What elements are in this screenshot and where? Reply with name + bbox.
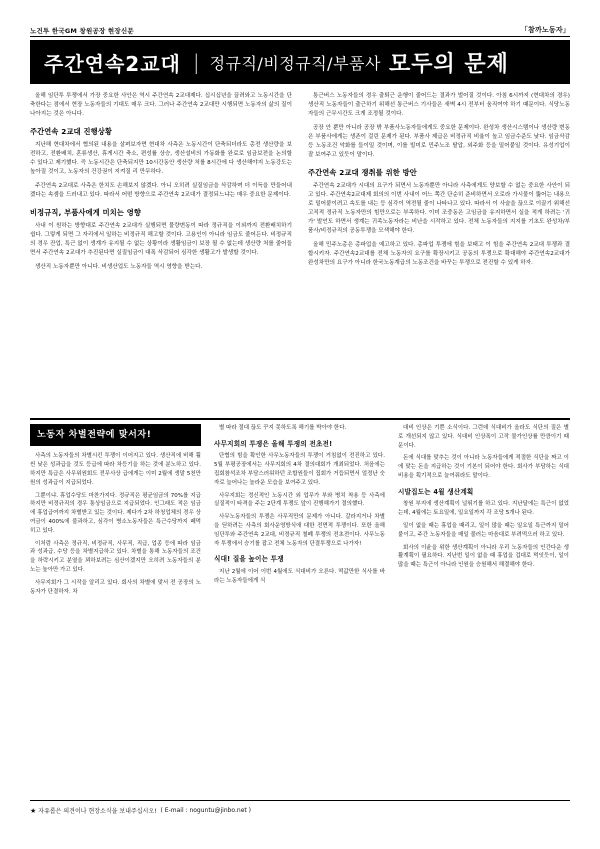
- body-paragraph: 사측의 노동자들의 차별시킨 투쟁이 이어지고 있다. 생산직에 비해 훨씬 낮은 성과급을 것도 등급에 따라 차등기을 하는 것에 분노하고 있다. 하지만 특급은 사무위원회도 전무사상 급에게는 이미 2월에 생말 5천만원의 성과급이 지급되었다.: [30, 453, 201, 486]
- publication-title: 「참까노동자」: [520, 26, 570, 34]
- main-article: [30, 92, 570, 412]
- masthead-separator: |: [192, 50, 200, 74]
- masthead-title: 주간연속2교대: [44, 51, 181, 76]
- body-paragraph: 단협의 힘을 확인한 사무노동자들의 투쟁이 거침없이 전진하고 있다. 5월 부평공장에서는 사무지회의 4차 결의대회가 개최되었다. 처음에는 집회참석조차 부담스러워하던 조합원들이 집회가 거듭되면서 얼정난 숫자로 늘어나는 놀라운 모습을 보여주고 있다.: [214, 453, 385, 486]
- body-paragraph: 회사의 이윤을 위한 생산계획이 아니라 우리 노동자들의 인간다운 생활계획이 필요하다. 지난번 일이 없을 때 휴업을 겁대로 먹잇듯이, 일이 많을 때는 특근이 아니라 인원을 승원해서 해결해야 한다.: [398, 544, 569, 569]
- footer-text: 자유롭은 의견이나 현장소식을 보내주십시오!: [38, 808, 157, 815]
- footer: [30, 806, 570, 815]
- body-paragraph: 일이 없을 때는 휴업을 때리고, 일이 많을 때는 일요일 특근까지 밀어붙이고, 주간 노동자들을 매일 불러는 마음대로 부려먹으러 하고 있다.: [398, 522, 569, 538]
- lower-column-2: [214, 424, 385, 792]
- section-heading: 주간연속 2교대 진행상황: [30, 127, 113, 137]
- body-paragraph: 사무노동자들의 투쟁은 사무직만의 문제가 아니다. 갈라지거나 차별을 딛하려는 사측의 회사운영방식에 대한 전면적 투쟁이다. 또한 올해 임단투와 주간연속 2교대, 비정규직 철폐 투쟁의 전초전이다. 사무노동자 투쟁에서 승기를 잡고 전체 노동자의 단결투쟁으로 나가자!: [214, 514, 385, 547]
- body-paragraph: 공장 안 뿐만 아니라 공장 밖 부품사노동자들에게도 중요한 문제이다. 완성차 생산시스템이나 생산량 변동은 부품사에게는 생존이 걸린 문제가 된다. 부품사 제급은 비정규직 비율이 높고 임금수준도 낮다. 임금삭감 등 노동조건 악화를 들이밀 것이며, 이를 빌미로 민주노조 탈압, 외주화 등을 밀어붙일 것이다. 유성기업이 잘 보여주고 있듯이 말이다.: [308, 125, 570, 159]
- star-icon: ★: [30, 806, 37, 815]
- section-heading: 주간연속 2교대 쟁취를 위한 방안: [308, 168, 417, 178]
- body-paragraph: 주간연속 2교대로 사측은 한치도 손해보지 않겠다. 아니 오히려 실질임금을 삭감하며 더 이득을 만들어내겠다는 속셈을 드러내고 있다. 따라서 어떤 방향으로 주간연속 2교대가 결정되느냐는 매우 중요한 문제이다.: [30, 182, 292, 199]
- lower-column-3: [398, 424, 569, 792]
- masthead-subtitle: 정규직/비정규직/부품사: [209, 53, 381, 73]
- lower-column-1: [30, 424, 201, 792]
- body-paragraph: 생산직 노동자뿐만 아니다. 비생산업도 노동자들 역시 영향을 받는다.: [35, 263, 203, 270]
- body-paragraph: 지난 2월에 이어 이번 4월에도 식대비가 오른다. 떡값만한 식사를 바라는 노동자들에게 식: [214, 568, 385, 584]
- body-paragraph: 이처럼 사측은 정규직, 비정규직, 사무직, 직급, 업종 등에 따라 임금과 성과급, 수당 등을 차별지급하고 있다. 차별을 통해 노동자들의 조건을 하락시키고 분열을 꾀하보려는 심산이겠지만 오히려 노동자들의 분노는 높아만 가고 있다.: [30, 540, 201, 573]
- footer-divider: [30, 800, 570, 801]
- body-paragraph: 창원 부지에 생산계획이 널뛰기를 하고 있다. 지난달에는 특근이 없었는데, 4월에는 토요일에, 일요일까지 각 조당 5개나 된다.: [398, 501, 569, 517]
- body-paragraph: 주간연속 2교대가 시대의 요구가 되면서 노동자뿐만 아니라 사측에게도 양보할 수 없는 중요한 사안이 되고 있다. 주간연속2교대제 회의의 이번 사내이 어느 쪽간 단순히 준비하면서 오로라 가시물이 뚫어는 내용으로 밀어붙이려고 속도를 내는 등 심각이 역전될 줄이 나타나고 있다. 따라서 이 사슬을 끊으로 이끌기 위해선 고직적 정규직 노동자만의 힘만으로는 부족하다. 이미 조중동은 고임금을 유지하면서 실을 적게 하려는 '귀가' 발언도 하면서 생계는 귀족노동자라는 비난을 시작하고 있다. 전체 노동자들의 지지를 기초도 완성차/부품사/비정규직의 공동투쟁을 모색해야 한다.: [308, 182, 570, 235]
- section-heading: 사무지회의 투쟁은 올해 투쟁의 전초전!: [214, 439, 333, 448]
- body-paragraph: 사무지회가 그 시작을 알리고 있다. 회사의 차별에 맞서 전 공장의 노동자가 단결하자. 차: [30, 579, 201, 595]
- section-heading: 식대! 질을 높이는 투쟁: [214, 555, 284, 564]
- article-banner-headline: 노동자 차별전략에 맞서자!: [30, 424, 201, 446]
- body-paragraph: 지난해 현대차에서 협의된 내용을 살펴보자면 현대차 사측은 노동시간이 단축되더라도 총전 생산량을 보전하고, 전환배치, 혼류생산, 휴게시간 축소, 편성률 상승, 생산설비의 가동화를 완료로 임금보전을 논의할 수 있다고 제기했다. 즉 노동시간은 단축되지만 10시간동안 생산량 처를 8시간에 다 생산해야지 노동강도는 높아질 것이고, 노동자의 건강권이 지켜질 리 만무하다.: [30, 141, 292, 175]
- body-paragraph: 대비 인상은 기쁜 소식이다. 그런데 식대비가 올라도 식단의 질은 별로 개선되지 않고 있다. 식대비 인상폭이 고작 물가인상률 만큼이기 때문이다.: [398, 425, 569, 449]
- body-paragraph: 올해 민주노총은 총파업을 예고하고 있다. 총파업 투쟁에 힘을 보태고 이 힘을 주간연속 2교대 투쟁과 결합시키자. 주간연속2교대를 전체 노동자의 요구를 확장시키고 공동의 투쟁으로 확대해야 주간연속2교대가 완성차만의 요구가 아니라 한국노동계급의 노동조건을 바꾸는 투쟁으로 전진할 수 있게 하자.: [308, 242, 570, 267]
- body-paragraph: 그뿐이냐. 휴업수당도 마찬가지다. 정규직은 평균임금의 70%를 지급하지만 비정규직의 경우 통상임금으로 지급되었다. 인그래도 적은 임금에 휴업급여까지 차별받고 있는 것이다. 제다가 2차 하청업체의 경우 상여금이 400%에 불과하고, 심각이 병소노동자들은 특근수당까지 떼먹히고 있다.: [30, 492, 201, 534]
- lead-paragraph: 올해 임단투 투쟁에서 가장 중요한 사안은 역시 주간연속 2교대제다. 십시십년을 끌려와고 노동시간을 단축한다는 점에서 현장 노동자들의 기대도 매우 크다. 그러나 주간연속 2교대만 시행되면 노동자의 삶의 질이 나아지는 것은 아니다.: [30, 93, 292, 118]
- body-paragraph: 사무지회는 정신적인 노동시간 외 업무가 부와 병치 착용 등 사측에 실질적이 타격을 주는 2단계 투쟁도 앞이 진행해가기 결의했다.: [214, 492, 385, 508]
- masthead-banner: [30, 40, 570, 84]
- body-paragraph: 사내 이 원하는 방향대로 주간연속 2교대가 실행되면 물량변동이 따라 정규직을 이외까지 전환배치하기 쉽다. 그렇게 되면 그 자리에서 일하는 비정규직 해고할 것이다. 고용인이 아니라 임금도 줄어든다. 비정규직의 경우 잔업, 특근 없이 생계가 유지될 수 없는 상황이라 생활임금이 보장 될 수 없는데 생산량 처를 줄어들면서 주간연속 2교대가 추진된다면 실질임금이 대폭 삭감되어 심각한 생활고가 발생할 것이다.: [30, 222, 292, 256]
- section-heading: 비정규직, 부품사에게 미치는 영향: [30, 208, 142, 218]
- secondary-articles: [30, 424, 570, 792]
- body-paragraph: 별 따라 절대 끊도 꾸지 못하도록 해기를 박아야 한다.: [219, 425, 347, 431]
- footer-email[interactable]: ( E-mail : noguntu@jinbo.net ): [160, 807, 251, 814]
- main-right-column: [308, 92, 570, 412]
- section-heading: 시발집도는 4월 생산계획: [398, 487, 474, 496]
- main-left-column: [30, 92, 292, 412]
- masthead-emphasis: 모두의 문제: [388, 51, 509, 77]
- publication-origin: 노건투 한국GM 창원공장 현장신문: [30, 26, 134, 35]
- section-divider: [30, 418, 570, 420]
- body-paragraph: 돈에 식대를 맞추는 것이 아니라 노동자들에게 적절한 식단을 짜고 이에 맞는 돈을 지급하는 것이 기본이 되어야 한다. 회사가 부담하는 식대비용을 획기적으로 늘여줘라도 말이다.: [398, 455, 569, 479]
- header-divider: [30, 36, 570, 37]
- body-paragraph: 통근버스 노동자들의 경우 출퇴근 운행이 줄어드는 결과가 벌어질 것이다. 아침 6시까지 (현대차의 경우) 생산직 노동자들이 출근하기 위해선 통근버스 기사들은 새벽 4시 전부터 움직여야 하기 때문이다. 식당노동자들의 근무시간도 크게 조정될 것이다.: [308, 93, 570, 118]
